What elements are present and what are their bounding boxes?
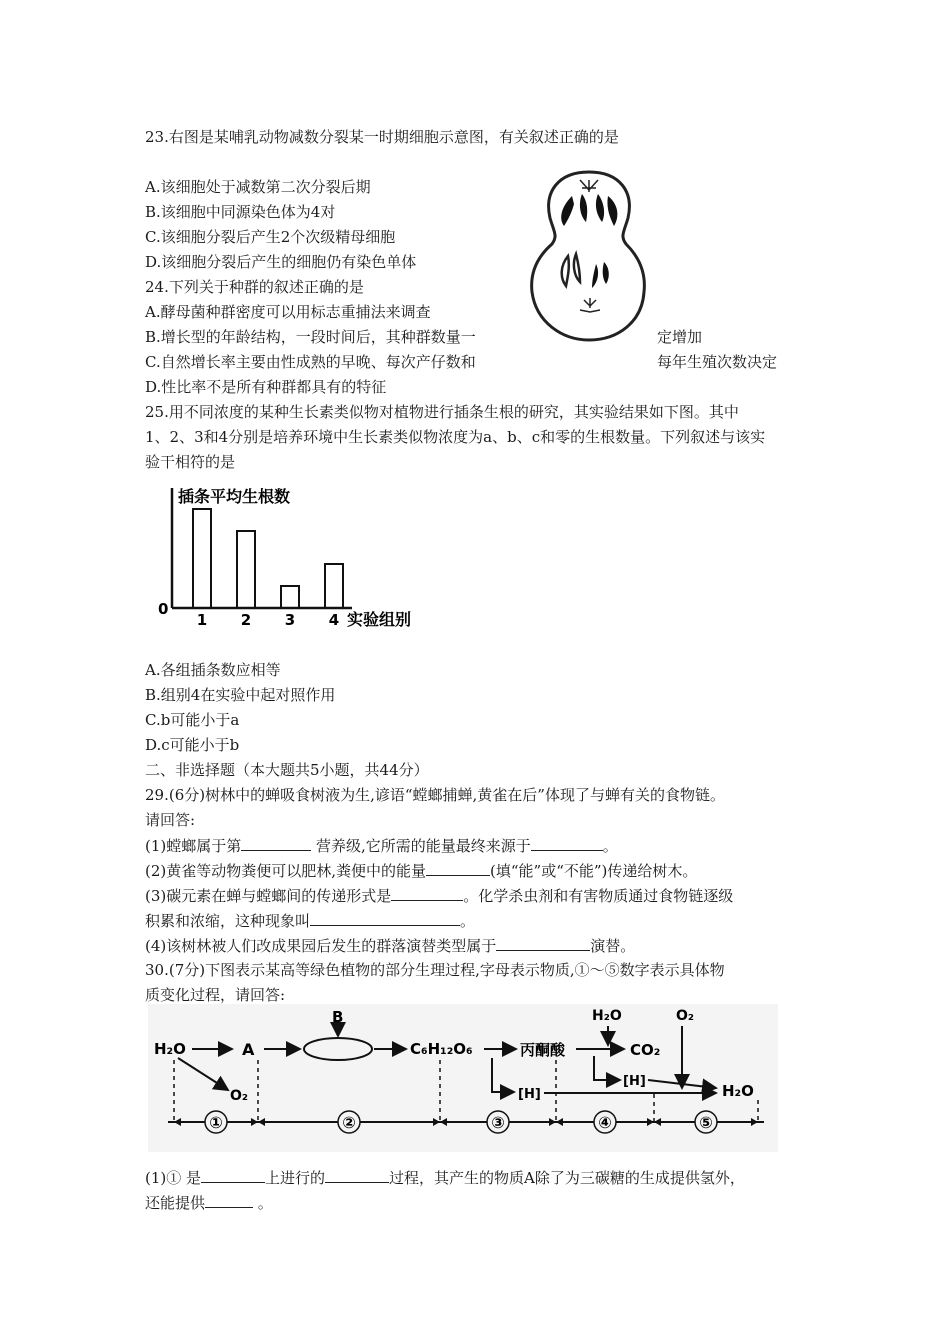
q29-sub-2-text-b: (填“能”或“不能”)传递给树木。 xyxy=(490,862,698,880)
answer-blank[interactable] xyxy=(391,886,463,901)
q29-line-1: 29.(6分)树林中的蝉吸食树液为生,谚语“螳螂捕蝉,黄雀在后”体现了与蝉有关的食物链。 xyxy=(145,786,725,804)
glucose-label: C₆H₁₂O₆ xyxy=(410,1040,473,1058)
q25-option-d: D.c可能小于b xyxy=(145,736,240,754)
q23-option-a: A.该细胞处于减数第二次分裂后期 xyxy=(145,178,371,196)
q29-sub-4 xyxy=(145,936,635,955)
q29-sub-1-text-a: (1)螳螂属于第 xyxy=(145,837,242,855)
q30-line-1: 30.(7分)下图表示某高等绿色植物的部分生理过程,字母表示物质,①～⑤数字表示具体物 xyxy=(145,961,725,979)
x-tick-label: 3 xyxy=(284,611,296,629)
x-tick-label: 2 xyxy=(240,611,252,629)
step-1-label: ① xyxy=(209,1113,223,1132)
q29-sub-3-text-c: 积累和浓缩，这种现象叫 xyxy=(145,912,311,930)
q29-sub-2-text-a: (2)黄雀等动物粪便可以肥林,粪便中的能量 xyxy=(145,862,427,880)
q29-sub-3-text-d: 。 xyxy=(460,912,476,930)
answer-blank[interactable] xyxy=(325,1168,389,1183)
bar-group-3 xyxy=(281,586,299,608)
q25-line-2: 1、2、3和4分别是培养环境中生长素类似物浓度为a、b、c和零的生根数量。下列叙述与该实 xyxy=(145,428,766,446)
co2-label: CO₂ xyxy=(630,1041,661,1059)
q24-option-a: A.酵母菌种群密度可以用标志重捕法来调查 xyxy=(145,303,431,321)
q23-option-d: D.该细胞分裂后产生的细胞仍有染色单体 xyxy=(145,253,417,271)
section-2-title: 二、非选择题（本大题共5小题，共44分） xyxy=(145,761,429,779)
q30-sub-1-text-b: 上进行的 xyxy=(265,1169,326,1187)
q25-option-a: A.各组插条数应相等 xyxy=(145,661,281,679)
q25-option-b: B.组别4在实验中起对照作用 xyxy=(145,686,336,704)
q24-option-c-right: 每年生殖次数决定 xyxy=(657,353,778,371)
x-tick-label: 1 xyxy=(196,611,208,629)
q23-stem: 23.右图是某哺乳动物减数分裂某一时期细胞示意图，有关叙述正确的是 xyxy=(145,128,619,146)
b-label: B xyxy=(332,1008,344,1026)
q24-option-c-left: C.自然增长率主要由性成熟的早晚、每次产仔数和 xyxy=(145,353,476,371)
q29-sub-1-text-b: 营养级,它所需的能量最终来源于 xyxy=(311,837,531,855)
q23-option-c: C.该细胞分裂后产生2个次级精母细胞 xyxy=(145,228,396,246)
answer-blank[interactable] xyxy=(241,836,311,851)
step-3-label: ③ xyxy=(491,1113,505,1132)
q30-sub-1 xyxy=(145,1168,745,1187)
bar-group-4 xyxy=(325,564,343,608)
q29-line-2: 请回答: xyxy=(145,811,196,829)
q30-sub-1-text-d: 还能提供 xyxy=(145,1194,206,1212)
bar-group-1 xyxy=(193,509,211,608)
q29-sub-4-text-b: 演替。 xyxy=(590,937,636,955)
answer-blank[interactable] xyxy=(531,836,603,851)
x-axis-label: 实验组别 xyxy=(347,610,412,629)
q29-sub-4-text-a: (4)该树林被人们改成果园后发生的群落演替类型属于 xyxy=(145,937,497,955)
q24-option-d: D.性比率不是所有种群都具有的特征 xyxy=(145,378,387,396)
h-lower-label: [H] xyxy=(518,1087,541,1102)
y-axis-label: 插条平均生根数 xyxy=(178,487,291,506)
q25-option-c: C.b可能小于a xyxy=(145,711,240,729)
answer-blank[interactable] xyxy=(496,936,590,951)
q29-sub-3-text-b: 。化学杀虫剂和有害物质通过食物链逐级 xyxy=(463,887,734,905)
answer-blank[interactable] xyxy=(310,911,460,926)
origin-label: 0 xyxy=(158,600,169,618)
photosynthesis-respiration-diagram xyxy=(148,1004,778,1152)
o2-top-label: O₂ xyxy=(676,1008,695,1024)
q30-sub-1-text-a: (1)① 是 xyxy=(145,1169,202,1187)
rooting-bar-chart xyxy=(150,482,440,632)
q30-line-2: 质变化过程，请回答: xyxy=(145,986,286,1004)
step-4-label: ④ xyxy=(598,1113,612,1132)
answer-blank[interactable] xyxy=(426,861,490,876)
pyruvate-label: 丙酮酸 xyxy=(520,1041,566,1059)
step-5-label: ⑤ xyxy=(699,1113,713,1132)
q30-sub-1-text-e: 。 xyxy=(253,1194,273,1212)
q25-line-3: 验干相符的是 xyxy=(145,453,236,471)
q29-sub-3 xyxy=(145,886,733,905)
answer-blank[interactable] xyxy=(201,1168,265,1183)
q29-sub-1 xyxy=(145,836,618,855)
q24-option-b-left: B.增长型的年龄结构，一段时间后，其种群数量一 xyxy=(145,328,476,346)
meiosis-cell-diagram xyxy=(528,166,650,346)
q30-sub-1-text-c: 过程，其产生的物质A除了为三碳糖的生成提供氢外， xyxy=(389,1169,745,1187)
x-tick-label: 4 xyxy=(328,611,340,629)
q30-sub-1-cont xyxy=(145,1193,273,1212)
h2o-right-label: H₂O xyxy=(722,1082,754,1100)
q24-option-b-right: 定增加 xyxy=(657,328,703,346)
q25-line-1: 25.用不同浓度的某种生长素类似物对植物进行插条生根的研究，其实验结果如下图。其中 xyxy=(145,403,739,421)
answer-blank[interactable] xyxy=(205,1193,253,1208)
h2o-left-label: H₂O xyxy=(154,1040,186,1058)
h2o-top-label: H₂O xyxy=(592,1008,622,1024)
q29-sub-2 xyxy=(145,861,697,880)
a-label: A xyxy=(242,1040,255,1059)
q24-stem: 24.下列关于种群的叙述正确的是 xyxy=(145,278,364,296)
q29-sub-3-cont xyxy=(145,911,475,930)
o2-left-label: O₂ xyxy=(230,1088,249,1104)
q23-option-b: B.该细胞中同源染色体为4对 xyxy=(145,203,336,221)
q29-sub-3-text-a: (3)碳元素在蝉与螳螂间的传递形式是 xyxy=(145,887,392,905)
q29-sub-1-text-c: 。 xyxy=(602,837,618,855)
bar-group-2 xyxy=(237,531,255,608)
h-upper-label: [H] xyxy=(623,1074,646,1089)
step-2-label: ② xyxy=(342,1113,356,1132)
